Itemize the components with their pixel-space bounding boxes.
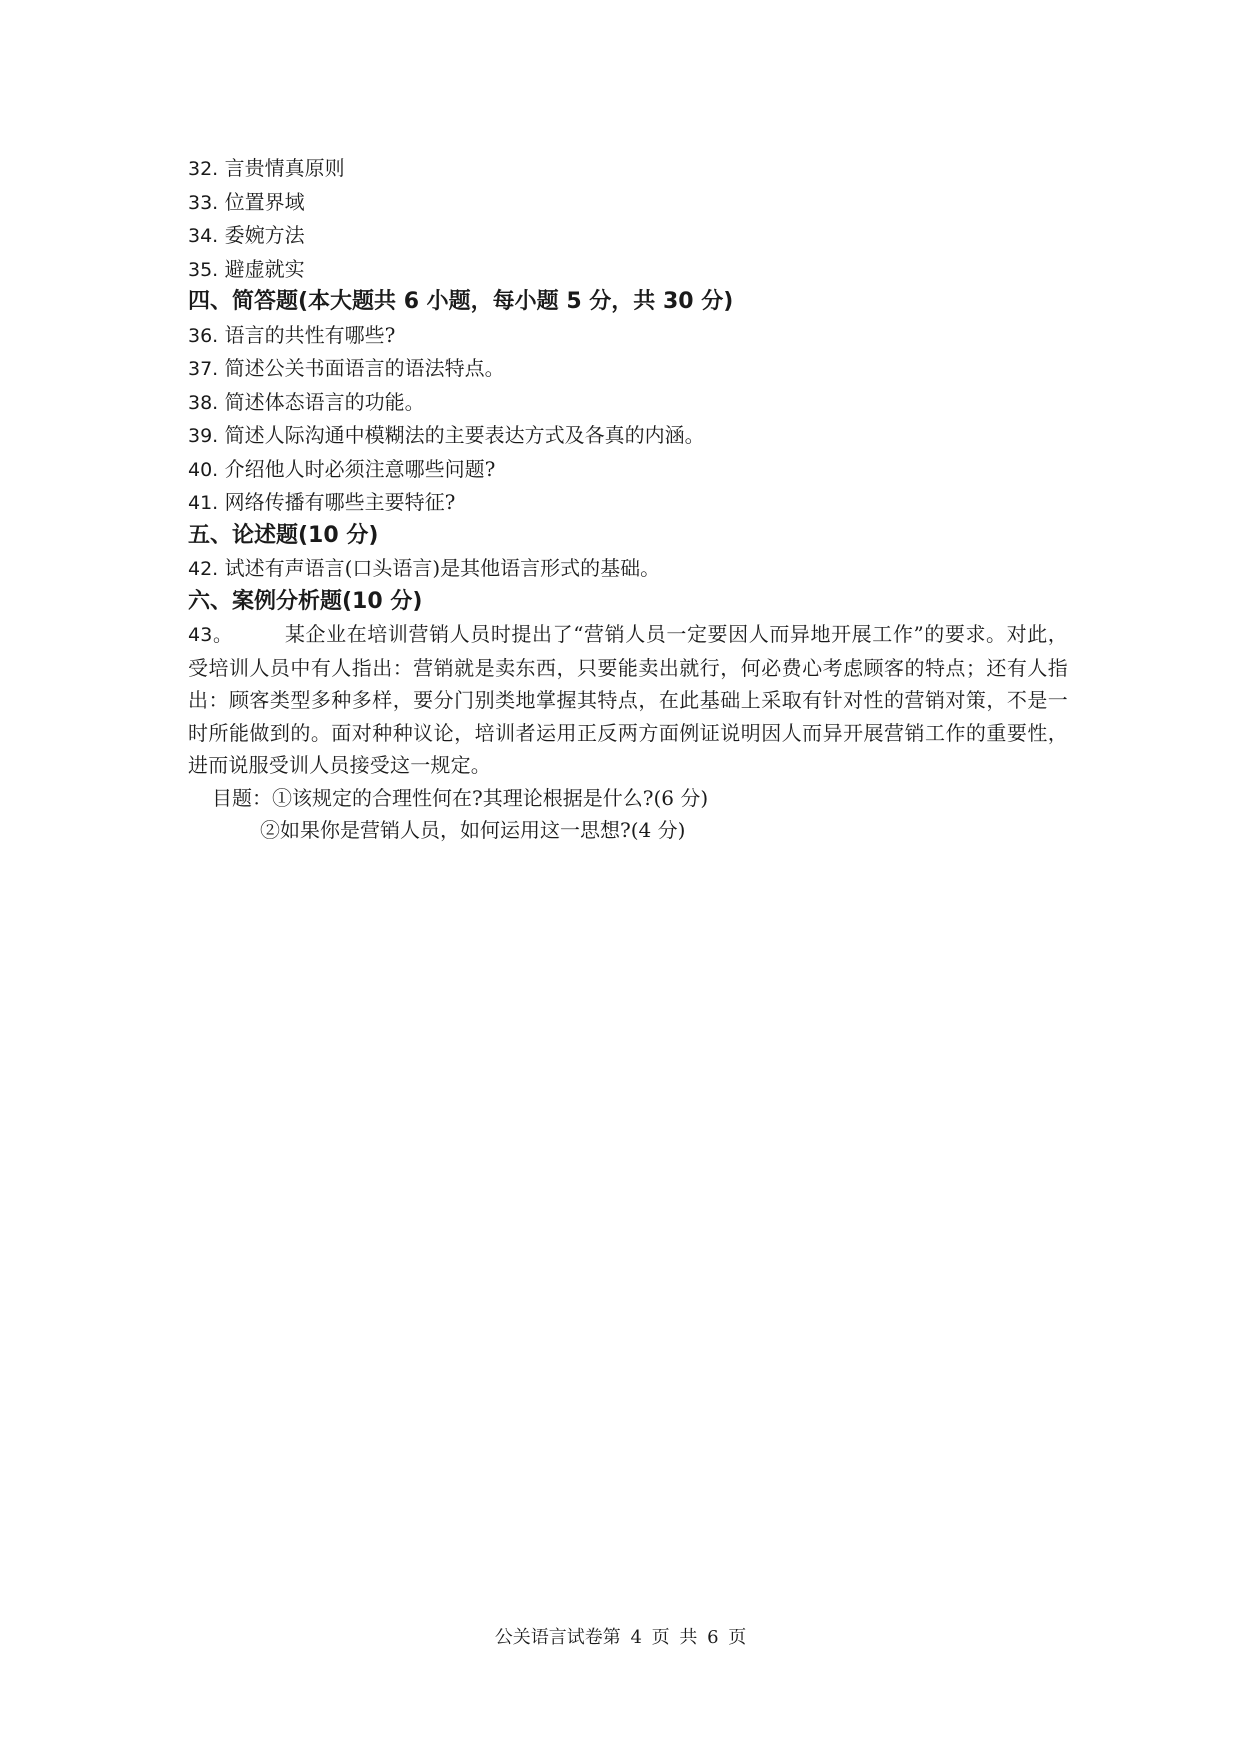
- item-number: 36.: [188, 324, 219, 347]
- item-text: 委婉方法: [224, 223, 305, 247]
- case-text: 某企业在培训营销人员时提出了“营销人员一定要因人而异地开展工作”的要求。对此，受培训人员中有人指出：营销就是卖东西，只要能卖出就行，何必费心考虑顾客的特点；还有人指出：顾客类型多种多样，要分门别类地掌握其特点，在此基础上采取有针对性的营销对策，不是一时所能做到的。面对种种议论，培训者运用正反两方面例证说明因人而异开展营销工作的重要性，进而说服受训人员接受这一规定。: [188, 622, 1069, 777]
- list-item: [188, 186, 1068, 220]
- list-item: [188, 253, 1068, 287]
- list-item: [188, 453, 1068, 487]
- item-number: 37.: [188, 358, 219, 380]
- page-footer: 公关语言试卷第 4 页 共 6 页: [494, 1627, 747, 1648]
- item-number: 42.: [188, 558, 219, 580]
- list-item: [188, 219, 1068, 253]
- item-number: 35.: [188, 258, 219, 281]
- item-number: 39.: [188, 425, 219, 447]
- list-item: [188, 319, 1068, 353]
- item-number: 33.: [188, 191, 219, 214]
- list-item: [188, 352, 1068, 386]
- item-text: 介绍他人时必须注意哪些问题?: [224, 456, 496, 481]
- item-text: 简述公关书面语言的语法特点。: [224, 356, 505, 380]
- case-question-1: 目题：①该规定的合理性何在?其理论根据是什么?(6 分): [212, 785, 709, 810]
- section-heading-short-answer: 四、简答题(本大题共 6 小题，每小题 5 分，共 30 分): [188, 289, 734, 314]
- item-text: 简述人际沟通中模糊法的主要表达方式及各真的内涵。: [224, 423, 705, 447]
- item-text: 位置界域: [224, 189, 305, 214]
- list-item: [188, 552, 1068, 586]
- item-text: 网络传播有哪些主要特征?: [224, 490, 456, 514]
- item-text: 试述有声语言(口头语言)是其他语言形式的基础。: [224, 556, 661, 580]
- item-number: 40.: [188, 458, 219, 481]
- item-text: 言贵情真原则: [224, 156, 345, 180]
- list-item: [188, 386, 1068, 420]
- list-item: [188, 152, 1068, 186]
- item-number: 41.: [188, 492, 219, 514]
- case-paragraph: [188, 618, 1068, 782]
- section-heading-case-analysis: 六、案例分析题(10 分): [188, 588, 423, 614]
- item-text: 避虚就实: [224, 256, 305, 281]
- item-number: 34.: [188, 225, 219, 247]
- list-item: [188, 486, 1068, 520]
- case-number: 43。: [188, 624, 233, 646]
- item-number: 32.: [188, 158, 219, 180]
- item-text: 简述体态语言的功能。: [224, 389, 425, 414]
- item-number: 38.: [188, 391, 219, 414]
- page-content: [188, 152, 1068, 847]
- case-question-2: ②如果你是营销人员，如何运用这一思想?(4 分): [260, 818, 686, 842]
- item-text: 语言的共性有哪些?: [224, 322, 396, 347]
- section-heading-essay: 五、论述题(10 分): [188, 522, 379, 548]
- list-item: [188, 419, 1068, 453]
